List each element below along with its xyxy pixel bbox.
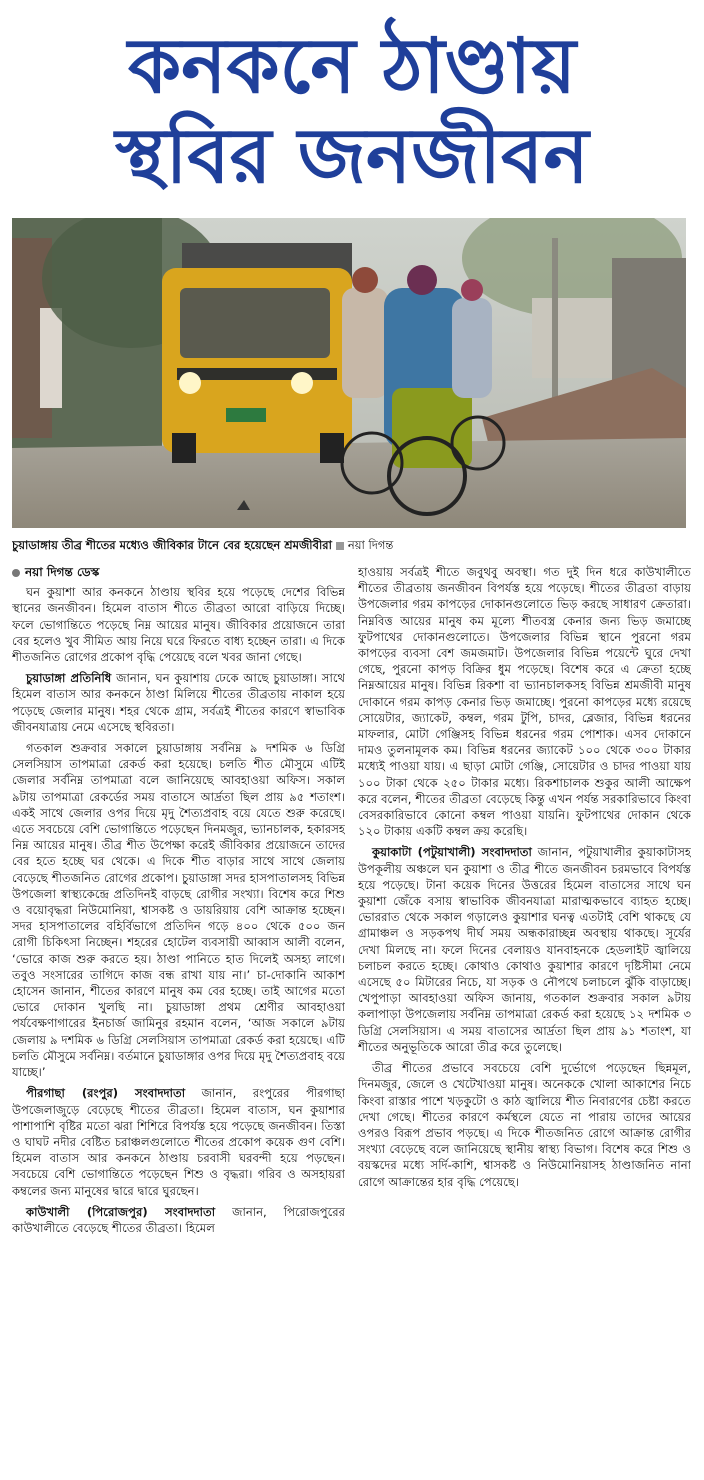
caption-credit: নয়া দিগন্ত bbox=[347, 538, 394, 552]
paragraph-text: জানান, রংপুরের পীরগাছা উপজেলাজুড়ে বেড়েছে শীতের তীব্রতা। হিমেল বাতাস, ঘন কুয়াশার পাশাপাশি বৃষ্টির মতো ঝরা শিশিরে বিপর্যস্ত হয়ে পড়েছে জনজীবন। তিস্তা ও ঘাঘট নদীর বেষ্টিত চরাঞ্চলগুলোতে শীতের প্রকোপ কয়েক গুণ বেশি। হিমেল বাতাস আর কনকনে ঠাণ্ডায় চরবাসী ঘরবন্দী হয়ে পড়ছেন। সবচেয়ে বেশি ভোগান্তিতে পড়েছেন শিশু ও বৃদ্ধরা। গরিব ও অসহায়রা কম্বলের জন্য মানুষের দ্বারে দ্বারে ঘুরছেন। bbox=[12, 1086, 345, 1198]
article-paragraph bbox=[358, 844, 691, 1055]
paragraph-text: তীব্র শীতের প্রভাবে সবচেয়ে বেশি দুর্ভোগে পড়েছেন ছিন্নমূল, দিনমজুর, জেলে ও খেটেখাওয়া মানুষ। অনেককে খোলা আকাশের নিচে কিংবা রাস্তার পাশে খড়কুটো ও কাঠ জ্বালিয়ে শীত নিবারণের চেষ্টা করতে দেখা গেছে। শীতের কারণে কর্মস্থলে যেতে না পারায় তাদের আয়ের ওপরও বিরূপ প্রভাব পড়ছে। এ দিকে শীতজনিত রোগে আক্রান্ত রোগীর সংখ্যা বেড়েছে বলে জানিয়েছে স্থানীয় স্বাস্থ্য বিভাগ। বিশেষ করে শিশু ও বয়স্কদের মধ্যে সর্দি-কাশি, শ্বাসকষ্ট ও নিউমোনিয়াসহ ঠাণ্ডাজনিত নানা রোগে আক্রান্তের হার বৃদ্ধি পেয়েছে। bbox=[358, 1061, 691, 1189]
correspondent-lead: চুয়াডাঙ্গা প্রতিনিধি bbox=[26, 671, 112, 686]
article-paragraph bbox=[358, 564, 691, 839]
correspondent-lead: কুয়াকাটা (পটুয়াখালী) সংবাদদাতা bbox=[372, 845, 532, 860]
paragraph-text: জানান, পটুয়াখালীর কুয়াকাটাসহ উপকূলীয় অঞ্চলে ঘন কুয়াশা ও তীব্র শীতে জনজীবন চরমভাবে বিপর্যস্ত হয়ে পড়েছে। টানা কয়েক দিনের উত্তরের হিমেল বাতাসের সাথে ঘন কুয়াশা জেঁকে বসায় স্বাভাবিক জীবনযাত্রা মারাত্মকভাবে ব্যাহত হচ্ছে। ভোররাত থেকে সকাল গড়ালেও কুয়াশার ঘনত্ব এতটাই বেশি থাকছে যে গ্রামাঞ্চল ও সড়কপথ দীর্ঘ সময় অন্ধকারাচ্ছন্ন অবস্থায় থাকছে। সূর্যের দেখা মিলছে না। ফলে দিনের বেলায়ও যানবাহনকে হেডলাইট জ্বালিয়ে চলাচল করতে হচ্ছে। কোথাও কোথাও কুয়াশার কারণে দৃষ্টিসীমা নেমে এসেছে ৫০ মিটারের নিচে, যা সড়ক ও নৌপথে চলাচলে ঝুঁকি বাড়াচ্ছে। খেপুপাড়া আবহাওয়া অফিস জানায়, গতকাল শুক্রবার সকাল ৯টায় কলাপাড়া উপজেলায় সর্বনিম্ন তাপমাত্রা রেকর্ড করা হয়েছে ১২ দশমিক ৩ ডিগ্রি সেলসিয়াস। এ সময় বাতাসের আর্দ্রতা ছিল প্রায় ৯১ শতাংশ, যা শীতের অনুভূতিকে আরো তীব্র করে তুলেছে। bbox=[358, 845, 691, 1054]
article-column-left bbox=[12, 564, 345, 1476]
photo-caption bbox=[12, 536, 686, 554]
article-paragraph bbox=[12, 1204, 345, 1236]
article-paragraph bbox=[12, 584, 345, 665]
news-photo bbox=[12, 218, 686, 528]
article-column-right bbox=[358, 564, 691, 1476]
correspondent-lead: কাউখালী (পিরোজপুর) সংবাদদাতা bbox=[26, 1204, 216, 1219]
article-paragraph bbox=[358, 1060, 691, 1190]
caption-text: চুয়াডাঙ্গায় তীব্র শীতের মধ্যেও জীবিকার টানে বের হয়েছেন শ্রমজীবীরা bbox=[12, 538, 332, 552]
square-bullet-icon bbox=[336, 542, 344, 550]
correspondent-lead: পীরগাছা (রংপুর) সংবাদদাতা bbox=[26, 1086, 186, 1101]
photo-street-winter-fog-icon bbox=[12, 218, 686, 528]
headline-line-2: স্থবির জনজীবন bbox=[115, 111, 589, 200]
bullet-dot-icon bbox=[12, 569, 20, 577]
desk-byline bbox=[12, 564, 345, 580]
article-paragraph bbox=[12, 670, 345, 735]
article-paragraph bbox=[12, 1085, 345, 1198]
paragraph-text: ঘন কুয়াশা আর কনকনে ঠাণ্ডায় স্থবির হয়ে পড়েছে দেশের বিভিন্ন স্থানের জনজীবন। হিমেল বাতাস শীতে তীব্রতা আরো বাড়িয়ে দিচ্ছে। ফলে ভোগান্তিতে পড়েছে নিম্ন আয়ের মানুষ। জীবিকার প্রয়োজনে তারা বের হলেও খুব সীমিত আয় নিয়ে ঘরে ফিরতে বাধ্য হচ্ছেন তারা। এ দিকে শীতজনিত রোগের প্রকোপ বৃদ্ধি পেয়েছে বলে খবর জানা গেছে। bbox=[12, 585, 345, 665]
paragraph-text: জানান, পিরোজপুরের কাউখালীতে বেড়েছে শীতের তীব্রতা। হিমেল bbox=[12, 1204, 345, 1235]
paragraph-text: জানান, ঘন কুয়াশায় ঢেকে আছে চুয়াডাঙ্গা। সাথে হিমেল বাতাস আর কনকনে ঠাণ্ডা মিলিয়ে শীতের তীব্রতায় নাকাল হয়ে পড়েছে জেলার মানুষ। শহর থেকে গ্রাম, সর্বত্রই শীতের কারণে স্বাভাবিক জীবনযাত্রায় নেমে এসেছে স্থবিরতা। bbox=[12, 671, 345, 734]
headline-line-1: কনকনে ঠাণ্ডায় bbox=[128, 21, 576, 110]
article-paragraph bbox=[12, 740, 345, 1080]
paragraph-text: হাওয়ায় সর্বত্রই শীতে জবুথবু অবস্থা। গত দুই দিন ধরে কাউখালীতে শীতের তীব্রতায় জনজীবন বিপর্যস্ত হয়ে পড়েছে। শীতের তীব্রতা বাড়ায় উপজেলার গরম কাপড়ের দোকানগুলোতে ভিড় করছে সাধারণ ক্রেতারা। নিম্নবিত্ত আয়ের মানুষ কম মূল্যে শীতবস্ত্র কেনার জন্য ভিড় জমাচ্ছে ফুটপাথের দোকানগুলোতে। উপজেলার বিভিন্ন স্থানে পুরনো গরম কাপড়ের ব্যবসা বেশ জমজমাট। উপজেলার বিভিন্ন পয়েন্টে ঘুরে দেখা গেছে, পুরনো কাপড় বিক্রির ধুম পড়েছে। বিশেষ করে এ ক্রেতা হচ্ছে নিম্নআয়ের মানুষ। বিভিন্ন রিকশা বা ভ্যানচালকসহ বিভিন্ন শ্রমজীবী মানুষ দোকানে গরম কাপড় কেনার ভিড় জমাচ্ছে। পুরনো কাপড়ের মধ্যে রয়েছে সোয়েটার, জ্যাকেট, কম্বল, গরম টুপি, চাদর, ব্লেজার, বিভিন্ন ধরনের মাফলার, মোটা গেঞ্জিসহ বিভিন্ন ধরনের গরম পোশাক। এসব দোকানে দামও তুলনামূলক কম। বিভিন্ন ধরনের জ্যাকেট ১০০ থেকে ৩০০ টাকার মধ্যেই পাওয়া যায়। এ ছাড়া মোটা গেঞ্জি, সোয়েটার ও চাদর পাওয়া যায় ১০০ টাকা থেকে ২৫০ টাকার মধ্যে। রিকশাচালক শুকুর আলী আক্ষেপ করে বলেন, শীতের তীব্রতা বেড়েছে কিন্তু এখন পর্যন্ত সরকারিভাবে কিংবা বেসরকারিভাবে কোনো কম্বল পাওয়া যায়নি। ফুটপাথের দোকান থেকে ১২০ টাকায় একটি কম্বল ক্রয় করেছি। bbox=[358, 565, 691, 839]
desk-name: নয়া দিগন্ত ডেস্ক bbox=[25, 565, 100, 579]
paragraph-text: গতকাল শুক্রবার সকালে চুয়াডাঙ্গায় সর্বনিম্ন ৯ দশমিক ৬ ডিগ্রি সেলসিয়াস তাপমাত্রা রেকর্ড করা হয়েছে। চলতি শীত মৌসুমে এটিই জেলার সর্বনিম্ন তাপমাত্রা বলে জানিয়েছে আবহাওয়া অফিস। সকাল ৯টায় তাপমাত্রা রেকর্ডের সময় বাতাসে আর্দ্রতা ছিল প্রায় ৯৫ শতাংশ। একই সাথে জেলার ওপর দিয়ে মৃদু শৈত্যপ্রবাহ বয়ে যেতে শুরু করেছে। এতে সবচেয়ে বেশি ভোগান্তিতে পড়েছেন দিনমজুর, ভ্যানচালক, হকারসহ নিম্ন আয়ের মানুষ। তীব্র শীত উপেক্ষা করেই জীবিকার প্রয়োজনে তাদের বের হতে হচ্ছে ঘর থেকে। এ দিকে শীত বাড়ার সাথে সাথে জেলায় বেড়েছে শীতজনিত রোগের প্রকোপ। চুয়াডাঙ্গা সদর হাসপাতালসহ বিভিন্ন উপজেলা স্বাস্থ্যকেন্দ্রে প্রতিদিনই বাড়ছে রোগীর সংখ্যা। বিশেষ করে শিশু ও বয়োবৃদ্ধরা নিউমোনিয়া, শ্বাসকষ্ট ও ডায়রিয়ায় বেশি আক্রান্ত হচ্ছেন। সদর হাসপাতালের বহির্বিভাগে প্রতিদিন গড়ে ৪০০ থেকে ৫০০ জন রোগী চিকিৎসা নিচ্ছেন। শহরের হোটেল ব্যবসায়ী আব্বাস আলী বলেন, ‘ভোরে কাজ শুরু করতে হয়। ঠাণ্ডা পানিতে হাত দিলেই অসহ্য লাগে। তবুও সংসারের তাগিদে কাজ বন্ধ রাখা যায় না।’ চা-দোকানি আকাশ হোসেন জানান, শীতের কারণে মানুষ কম বের হচ্ছে। তাই আগের মতো ভোরে দোকান খুলছি না। চুয়াডাঙ্গা প্রথম শ্রেণীর আবহাওয়া পর্যবেক্ষণাগারের ইনচার্জ জামিনুর রহমান বলেন, ‘আজ সকালে ৯টায় জেলায় ৯ দশমিক ৬ ডিগ্রি সেলসিয়াস তাপমাত্রা রেকর্ড করা হয়েছে। এটি চলতি মৌসুমে সর্বনিম্ন। বর্তমানে চুয়াডাঙ্গার ওপর দিয়ে মৃদু শৈত্যপ্রবাহ বয়ে যাচ্ছে।’ bbox=[12, 741, 345, 1080]
